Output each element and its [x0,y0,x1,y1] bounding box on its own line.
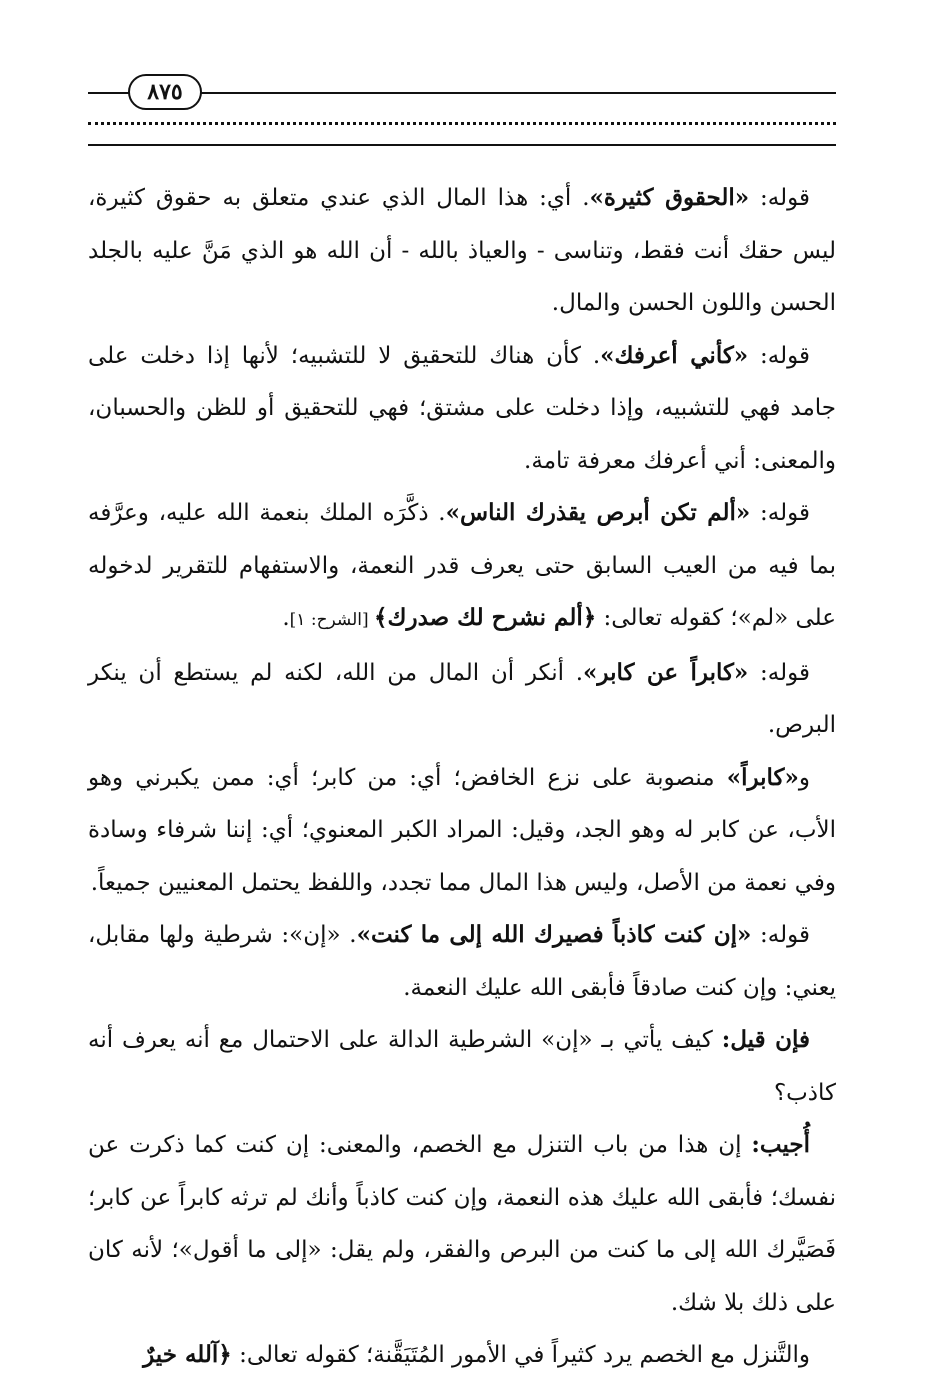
dotted-rule [88,122,836,125]
paragraph-text: منصوبة على نزع الخافض؛ أي: من كابر؛ أي: ممن يكبرني وهو الأب، عن كابر له وهو الجد، وقيل: المراد الكبر المعنوي؛ أي: إننا شرفاء وسادة وفي نعمة من الأصل، وليس هذا المال مما تجدد، واللفظ يحتمل المعنيين جميعاً. [88,764,837,896]
quoted-phrase: «كابراً» [726,763,799,791]
paragraph-lead: قوله: [751,922,810,948]
quran-verse: ﴿آلله خيرٌ [143,1341,232,1368]
paragraph-2 [88,330,836,488]
answer-label: أُجيب: [751,1131,810,1158]
paragraph-1 [88,172,836,330]
paragraph-lead: قوله: [748,659,810,686]
quran-verse: ﴿ألم نشرح لك صدرك﴾ [374,604,597,631]
paragraph-text: والتَّنزل مع الخصم يرد كثيراً في الأمور المُتَيَقَّنة؛ كقوله تعالى: [231,1342,810,1368]
paragraph-text: . أي: هذا المال الذي عندي متعلق به حقوق كثيرة، ليس حقك أنت فقط، وتناسى - والعياذ بالله - أن الله هو الذي مَنَّ عليه بالجلد الحسن واللون الحسن والمال. [88,185,836,316]
paragraph-text: . أنكر أن المال من الله، لكنه لم يستطع أن ينكر البرص. [88,659,836,738]
verse-citation: [الشرح: ١] [289,610,375,630]
paragraph-6 [88,909,836,1014]
paragraph-text: كيف يأتي بـ «إن» الشرطية الدالة على الاحتمال مع أنه يعرف أنه كاذب؟ [88,1027,836,1106]
paragraph-lead: قوله: [749,185,810,211]
paragraph-5 [88,752,836,910]
paragraph-7 [88,1014,836,1119]
header-line-right [200,92,836,94]
paragraph-text: . «إن»: شرطية ولها مقابل، يعني: وإن كنت صادقاً فأبقى الله عليك النعمة. [88,922,836,1001]
page-number: ٨٧٥ [128,74,202,110]
paragraph-4 [88,647,836,752]
page-header [88,70,836,150]
quoted-phrase: «كابراً عن كابر» [583,658,749,686]
quoted-phrase: «كأني أعرفك» [600,341,749,369]
paragraph-9 [88,1329,836,1382]
solid-rule [88,144,836,146]
paragraph-text: . ذكَّرَه الملك بنعمة الله عليه، وعرَّفه بما فيه من العيب السابق حتى يعرف قدر النعمة، والاستفهام للتقرير لدخوله على «لم»؛ كقوله تعالى: [88,500,836,631]
question-label: فإن قيل: [721,1026,810,1053]
paragraph-8 [88,1119,836,1329]
quoted-phrase: «الحقوق كثيرة» [589,184,750,211]
paragraph-end: . [282,605,290,631]
quoted-phrase: «إن كنت كاذباً فصيرك الله إلى ما كنت» [356,921,752,948]
page-body [88,172,836,1382]
paragraph-lead: و [798,764,810,791]
header-line-left [88,92,130,94]
paragraph-lead: قوله: [750,500,810,526]
paragraph-text: . كأن هناك للتحقيق لا للتشبيه؛ لأنها إذا دخلت على جامد فهي للتشبيه، وإذا دخلت على مشتق؛ فهي للتحقيق أو للظن والحسبان، والمعنى: أني أعرفك معرفة تامة. [88,342,836,474]
paragraph-text: إن هذا من باب التنزل مع الخصم، والمعنى: إن كنت كما ذكرت عن نفسك؛ فأبقى الله عليك هذه النعمة، وإن كنت كاذباً وأنك لم ترثه كابراً عن كابر؛ فَصَيَّرك الله إلى ما كنت من البرص والفقر، ولم يقل: «إلى ما أقول»؛ لأنه كان على ذلك بلا شك. [88,1132,836,1316]
paragraph-3 [88,487,836,647]
quoted-phrase: «ألم تكن أبرص يقذرك الناس» [445,499,751,526]
paragraph-lead: قوله: [748,342,810,369]
